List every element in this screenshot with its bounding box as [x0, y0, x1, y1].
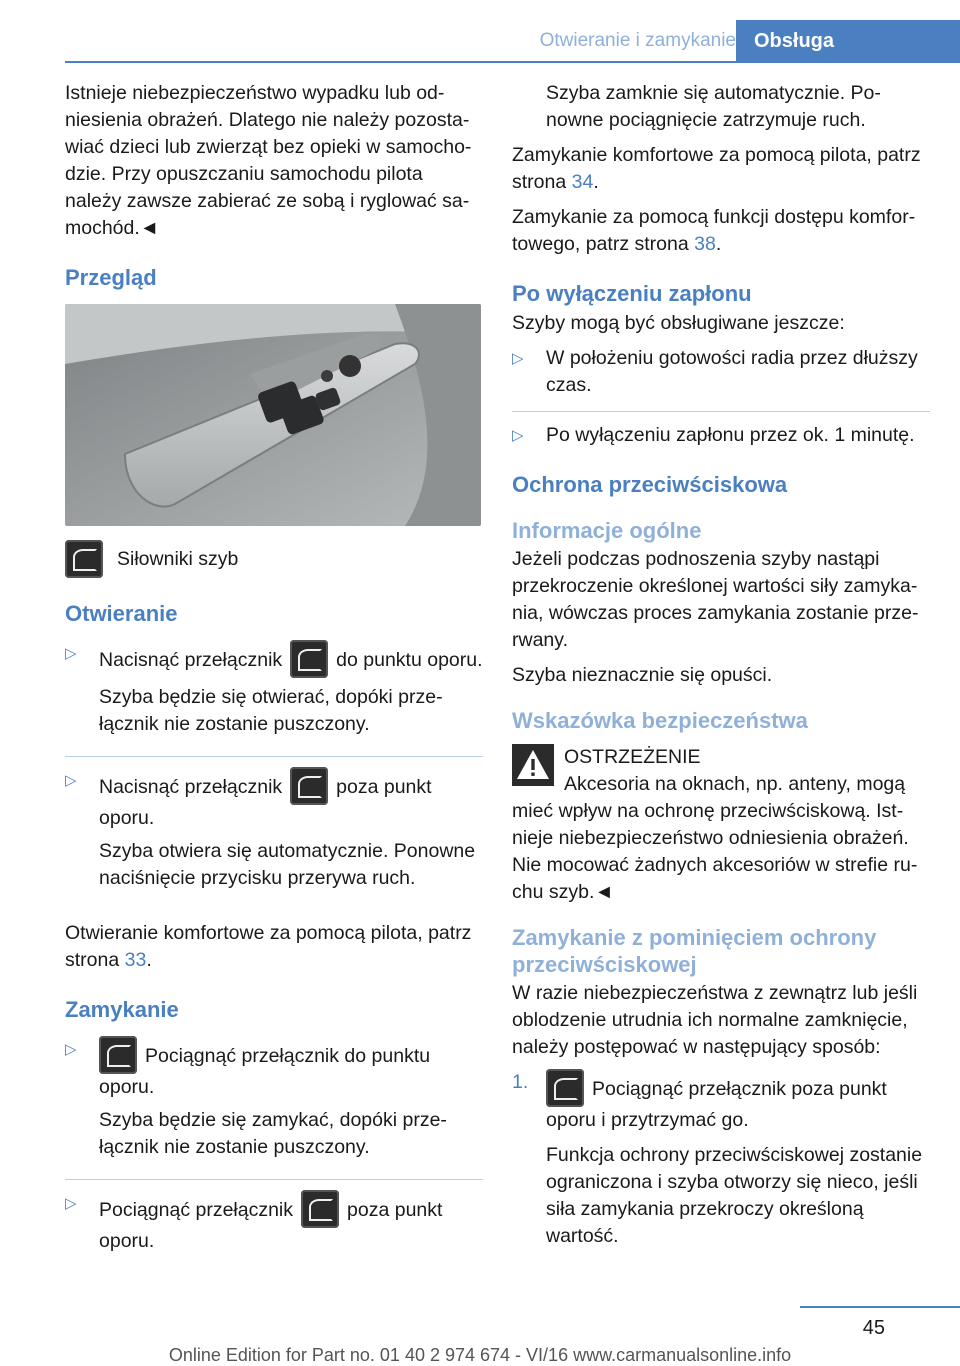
window-switch-icon — [290, 640, 328, 678]
opening-comfort-text: Otwieranie komfortowe za pomocą pilota, patrz strona 33. — [65, 922, 472, 971]
closing-heading: Zamykanie — [65, 997, 179, 1022]
ignition-text: Szyby mogą być obsługiwane jeszcze: — [512, 312, 845, 334]
list-item — [512, 1069, 930, 1250]
list-item — [65, 1190, 483, 1273]
page-link-33[interactable]: 33 — [124, 949, 147, 971]
general-info-heading: Informacje ogólne — [512, 518, 702, 543]
warning-title: OSTRZEŻENIE — [564, 746, 701, 768]
left-column — [65, 80, 483, 1283]
opening-list — [65, 640, 483, 910]
general-info-text-2: Szyba nieznacznie się opuści. — [512, 664, 773, 686]
overview-heading: Przegląd — [65, 265, 157, 290]
text: Zamykanie za pomocą funkcji dostępu komfortowego, patrz strona — [512, 206, 916, 255]
item-text: Nacisnąć przełącznik — [99, 649, 283, 671]
item-text: Nacisnąć przełącznik — [99, 776, 283, 798]
list-item: ▷ W położeniu gotowości radia przez dłuższy czas. — [512, 345, 930, 412]
right-column — [512, 80, 930, 1258]
override-text: W razie niebezpieczeństwa z zewnątrz lub jeśli oblodzenie utrudnia ich normalne zamknięcie, należy postępować w następujący sposób: — [512, 982, 918, 1058]
closing-auto-note: Szyba zamknie się automatycznie. Ponowne pociągnięcie zatrzymuje ruch. — [546, 82, 881, 131]
warning-block — [512, 744, 930, 798]
comfort-remote-text: Zamykanie komfortowe za pomocą pilota, patrz strona 34. — [512, 144, 921, 193]
item-text: Pociągnąć przełącznik — [99, 1199, 294, 1221]
page-link-34[interactable]: 34 — [571, 171, 594, 193]
caption-text: Siłowniki szyb — [117, 547, 239, 570]
pinch-protection-heading: Ochrona przeciwściskowa — [512, 472, 788, 497]
step-number: 1. — [512, 1071, 529, 1093]
warning-text-first-line: Akcesoria na oknach, np. anteny, mogą — [564, 773, 906, 795]
window-switch-photo — [65, 304, 481, 526]
step-text: Pociągnąć przełącznik poza punkt oporu i przytrzymać go. — [546, 1078, 887, 1131]
page-link-38[interactable]: 38 — [694, 233, 716, 255]
item-note: Szyba będzie się otwierać, dopóki przełącznik nie zostanie puszczony. — [99, 686, 443, 735]
step-note: Funkcja ochrony przeciwściskowej zostanie ograniczona i szyba otworzy się nieco, jeśli siła zamykania przekroczy określoną wartość. — [546, 1144, 923, 1247]
ignition-heading: Po wyłączeniu zapłonu — [512, 281, 752, 306]
override-steps — [512, 1069, 930, 1250]
list-item — [65, 767, 483, 910]
window-switch-icon — [99, 1036, 137, 1074]
item-note: Szyba będzie się zamykać, dopóki przełącznik nie zostanie puszczony. — [99, 1109, 447, 1158]
edition-text: Online Edition for Part no. 01 40 2 974 674 - VI/16 www.carmanualsonline.info — [168, 1345, 792, 1365]
warning-text: mieć wpływ na ochronę przeciwściskową. Istnieje niebezpieczeństwo odniesienia obrażeń. Nie mocować żadnych akcesoriów w strefie ruchu szyb.◄ — [512, 800, 918, 903]
list-item — [65, 640, 483, 757]
override-heading: Zamykanie z pominięciem ochrony przeciwściskowej — [512, 925, 877, 977]
item-text: poza punkt oporu. — [99, 776, 432, 829]
text: Otwieranie komfortowe za pomocą pilota, patrz strona — [65, 922, 472, 971]
footer-rule — [800, 1306, 960, 1308]
window-switch-icon — [546, 1069, 584, 1107]
general-info-text: Jeżeli podczas podnoszenia szyby nastąpi przekroczenie określonej wartości siły zamykania, wówczas proces zamykania zostanie przerwany. — [512, 548, 919, 651]
item-text: poza punkt oporu. — [99, 1199, 443, 1252]
window-switch-icon — [65, 540, 103, 578]
page-number: 45 — [862, 1317, 885, 1339]
intro-paragraph: Istnieje niebezpieczeństwo wypadku lub odniesienia obrażeń. Dlatego nie należy pozostawiać dzieci lub zwierząt bez opieki w samochodzie. Przy opuszczaniu samochodu pilota należy zawsze zabierać ze sobą i ryglować samochód.◄ — [65, 82, 472, 239]
warning-triangle-icon — [512, 744, 554, 786]
closing-list — [65, 1036, 483, 1273]
item-text: do punktu oporu. — [336, 649, 483, 671]
item-text: Pociągnąć przełącznik do punktu oporu. — [99, 1045, 431, 1098]
header-rule — [65, 61, 960, 63]
comfort-access-text: Zamykanie za pomocą funkcji dostępu komfortowego, patrz strona 38. — [512, 206, 916, 255]
photo-caption — [65, 540, 483, 578]
header-chapter-tab: Obsługa — [736, 20, 960, 63]
list-item: ▷ Po wyłączeniu zapłonu przez ok. 1 minutę. — [512, 422, 930, 461]
header-section-title: Otwieranie i zamykanie — [539, 30, 736, 51]
ignition-list — [512, 345, 930, 461]
window-switch-icon — [290, 767, 328, 805]
opening-heading: Otwieranie — [65, 601, 178, 626]
footer-edition — [0, 1345, 960, 1366]
item-note: Szyba otwiera się automatycznie. Ponowne naciśnięcie przycisku przerywa ruch. — [99, 840, 476, 889]
safety-heading: Wskazówka bezpieczeństwa — [512, 708, 808, 733]
text: Zamykanie komfortowe za pomocą pilota, patrz strona — [512, 144, 921, 193]
window-switch-icon — [301, 1190, 339, 1228]
page-header — [0, 0, 960, 62]
list-item — [65, 1036, 483, 1180]
